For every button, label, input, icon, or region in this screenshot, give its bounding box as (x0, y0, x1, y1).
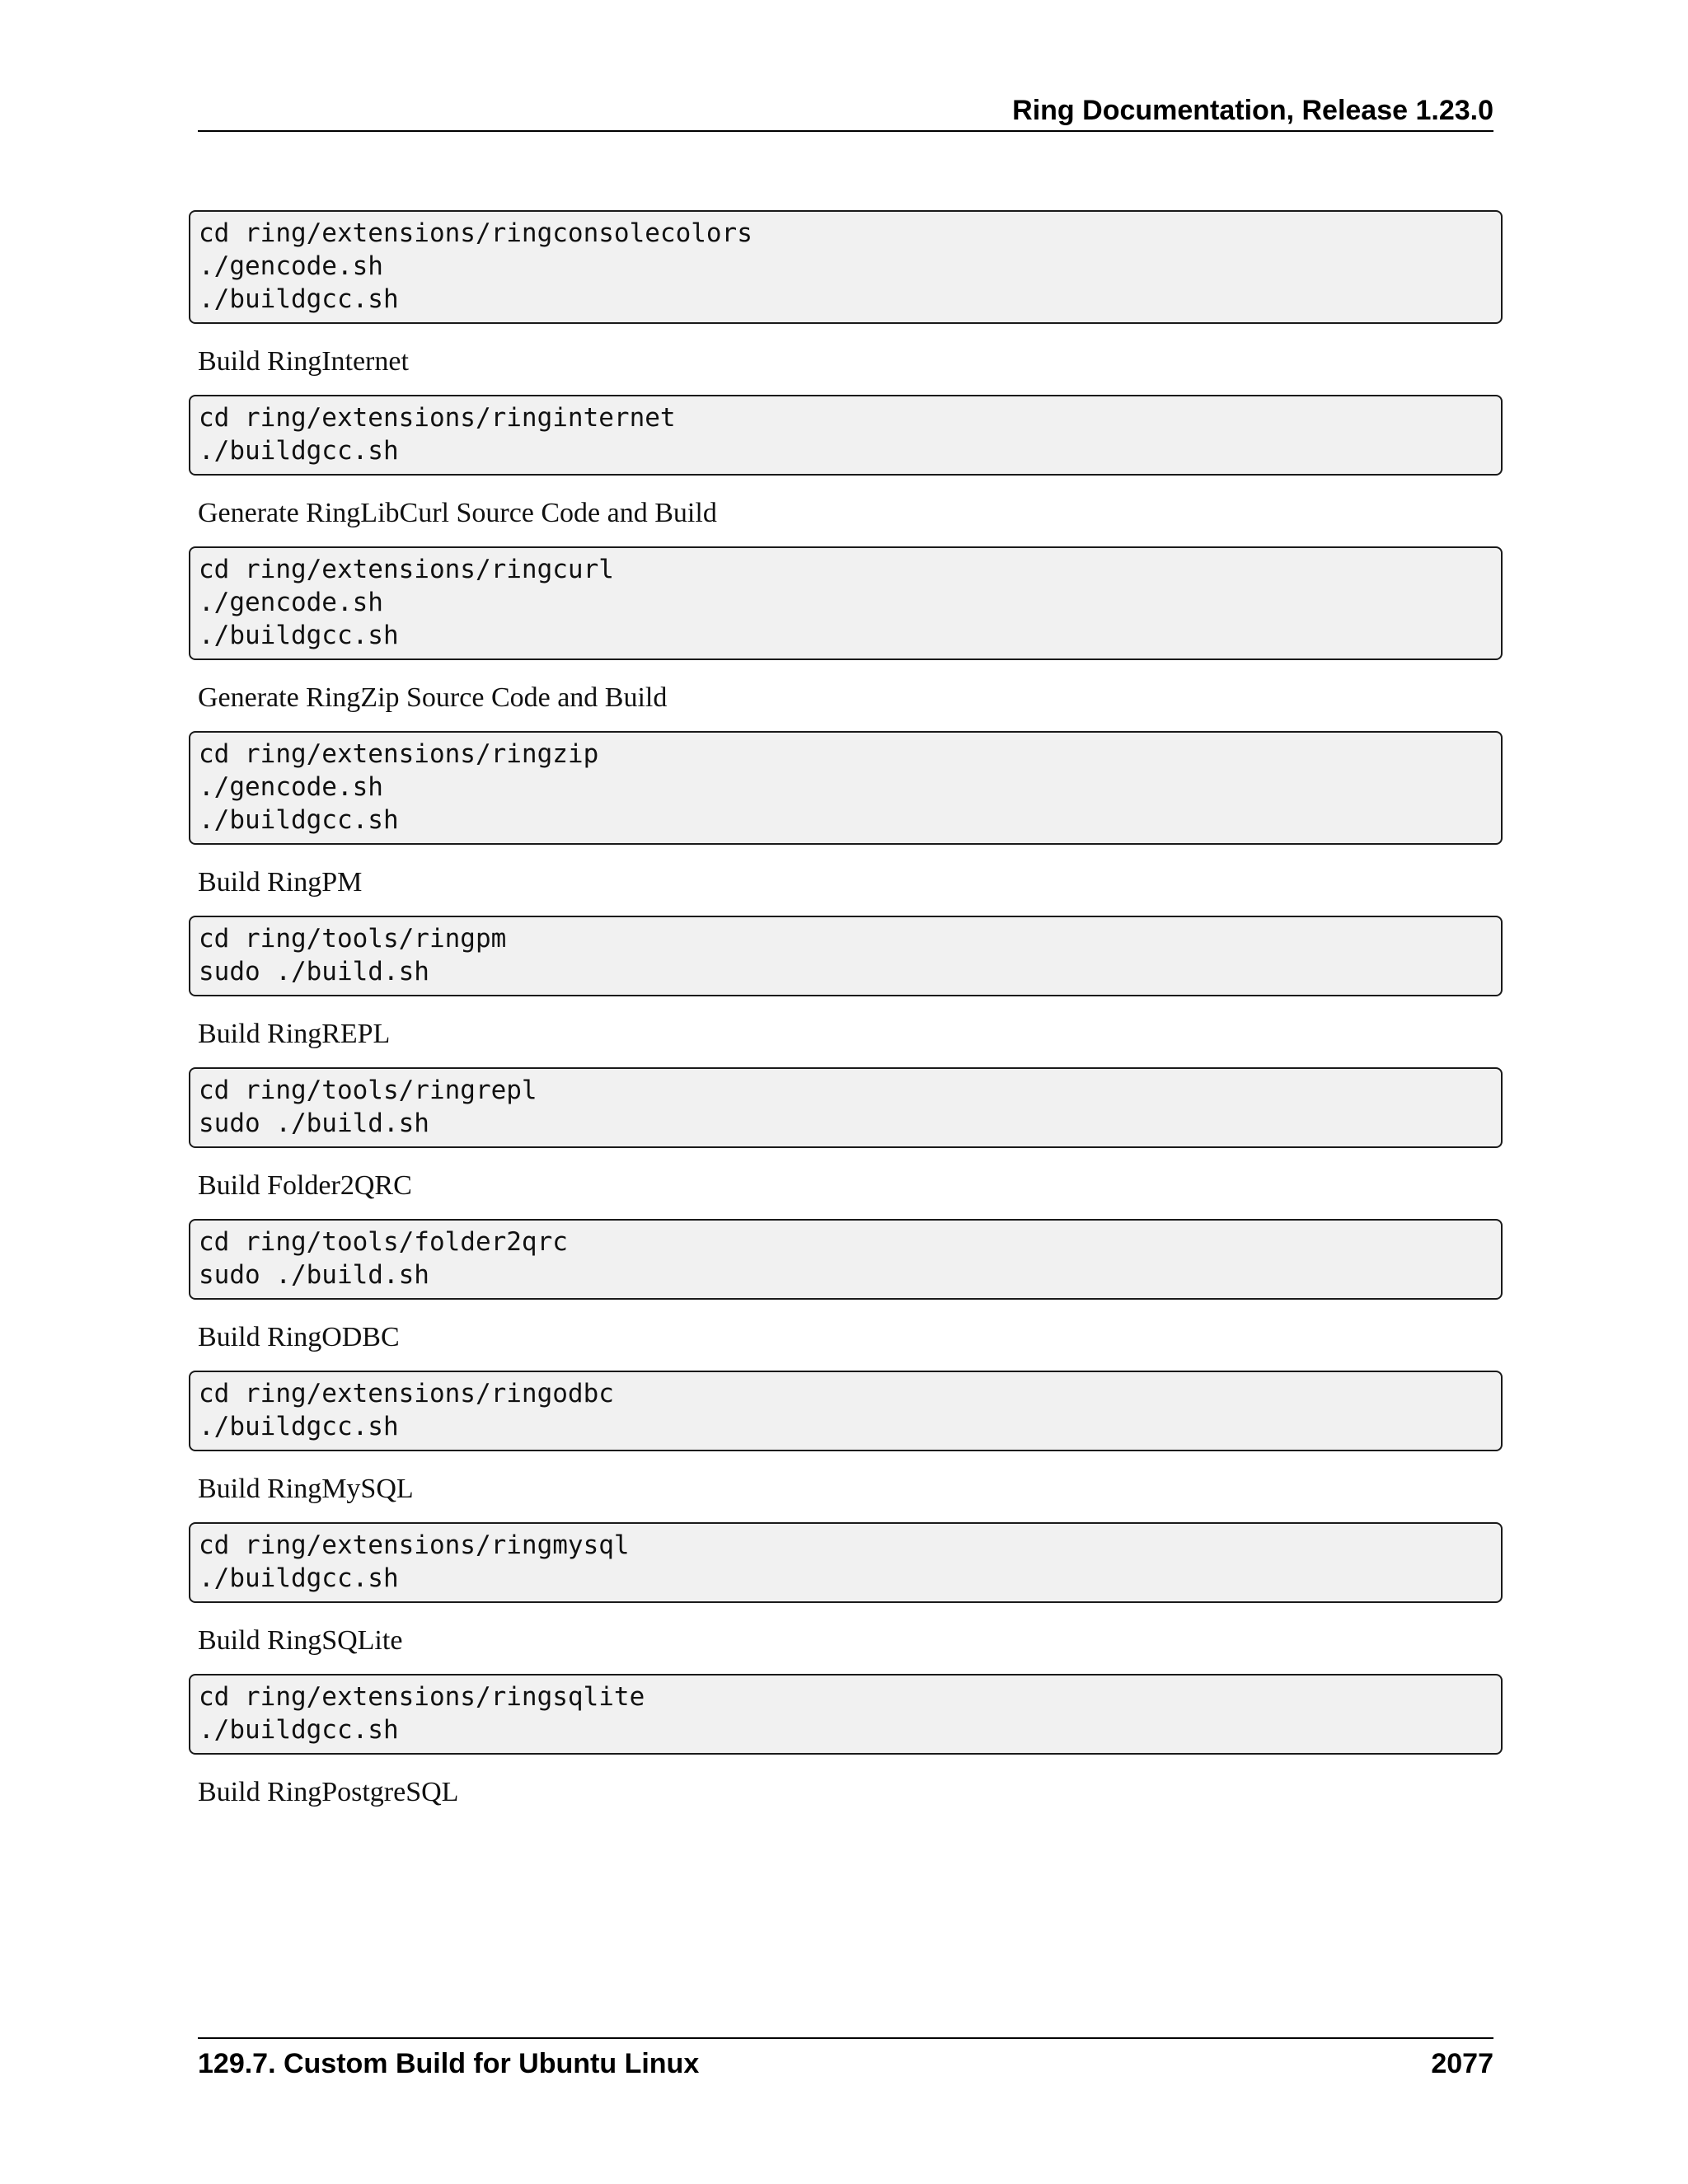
page-footer (198, 2037, 1493, 2079)
code-line: cd ring/extensions/ringzip (199, 739, 599, 769)
running-title: Ring Documentation, Release 1.23.0 (1012, 95, 1493, 126)
code-line: sudo ./build.sh (199, 957, 429, 987)
code-line: ./buildgcc.sh (199, 805, 399, 835)
code-block (189, 546, 1503, 660)
step-description: Build RingPM (198, 867, 363, 898)
code-line: cd ring/tools/ringpm (199, 924, 507, 954)
code-line: cd ring/tools/ringrepl (199, 1076, 537, 1105)
code-block (189, 1371, 1503, 1451)
code-block (189, 731, 1503, 845)
code-line: cd ring/extensions/ringinternet (199, 403, 676, 433)
code-line: cd ring/tools/folder2qrc (199, 1227, 568, 1257)
code-line: sudo ./build.sh (199, 1260, 429, 1290)
step-description: Build RingInternet (198, 346, 409, 377)
code-line: ./buildgcc.sh (199, 284, 399, 314)
code-line: ./buildgcc.sh (199, 1715, 399, 1745)
code-block (189, 1674, 1503, 1755)
page-content (189, 210, 1503, 1825)
code-line: ./buildgcc.sh (199, 1412, 399, 1441)
code-line: cd ring/extensions/ringsqlite (199, 1682, 645, 1712)
step-description: Build RingMySQL (198, 1474, 414, 1504)
code-block (189, 1219, 1503, 1300)
code-line: cd ring/extensions/ringmysql (199, 1530, 630, 1560)
step-description: Generate RingLibCurl Source Code and Build (198, 498, 717, 528)
code-block (189, 395, 1503, 476)
code-line: ./gencode.sh (199, 772, 383, 802)
code-line: ./gencode.sh (199, 251, 383, 281)
page-header (198, 91, 1493, 132)
code-block (189, 210, 1503, 324)
code-block (189, 1067, 1503, 1148)
code-line: ./buildgcc.sh (199, 1563, 399, 1593)
step-description: Build RingODBC (198, 1322, 400, 1352)
step-description: Build Folder2QRC (198, 1170, 412, 1201)
code-line: cd ring/extensions/ringconsolecolors (199, 218, 753, 248)
step-description: Generate RingZip Source Code and Build (198, 682, 668, 713)
code-line: ./gencode.sh (199, 588, 383, 617)
code-line: cd ring/extensions/ringcurl (199, 555, 614, 584)
step-description: Build RingSQLite (198, 1625, 403, 1656)
code-line: cd ring/extensions/ringodbc (199, 1379, 614, 1408)
page-number: 2077 (1431, 2048, 1493, 2079)
code-line: ./buildgcc.sh (199, 436, 399, 466)
code-line: sudo ./build.sh (199, 1108, 429, 1138)
code-block (189, 916, 1503, 996)
footer-section-title: 129.7. Custom Build for Ubuntu Linux (198, 2048, 700, 2079)
code-line: ./buildgcc.sh (199, 621, 399, 650)
code-block (189, 1522, 1503, 1603)
step-description: Build RingPostgreSQL (198, 1777, 459, 1807)
step-description: Build RingREPL (198, 1019, 391, 1049)
